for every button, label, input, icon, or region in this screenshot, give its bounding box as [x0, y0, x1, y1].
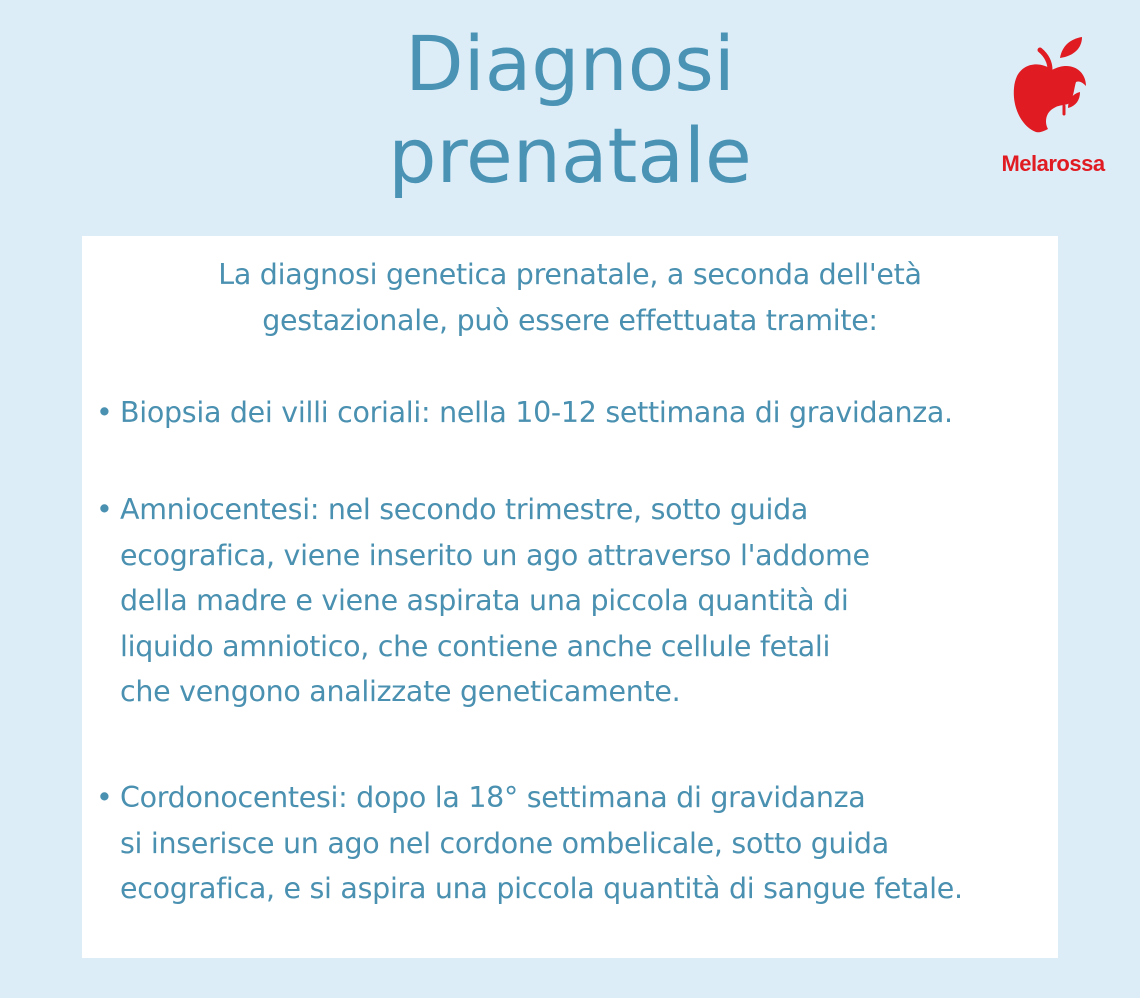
item-text: ecografica, viene inserito un ago attraverso l'addome: [120, 538, 870, 572]
apple-icon: [1010, 36, 1096, 146]
bullet-icon: •: [96, 493, 113, 526]
item-text: Cordonocentesi: dopo la 18° settimana di gravidanza: [120, 781, 866, 814]
title-line-2: prenatale: [388, 111, 752, 200]
page-title: [0, 18, 1140, 202]
list-item-amniocentesi: [96, 487, 870, 715]
list-item-cordonocentesi: [96, 775, 963, 912]
list-item-biopsia: [96, 390, 953, 436]
bullet-icon: •: [96, 396, 113, 429]
title-line-1: Diagnosi: [405, 19, 735, 108]
content-card: [82, 236, 1058, 958]
item-text: che vengono analizzate geneticamente.: [120, 675, 681, 708]
brand-logo: [988, 36, 1118, 181]
intro-text: [82, 252, 1058, 344]
brand-name: Melarossa: [1001, 151, 1105, 176]
item-text: della madre e viene aspirata una piccola quantità di: [120, 584, 849, 617]
item-text: si inserisce un ago nel cordone ombelicale, sotto guida: [120, 826, 889, 860]
item-text: liquido amniotico, che contiene anche cellule fetali: [120, 629, 831, 663]
item-text: Amniocentesi: nel secondo trimestre, sotto guida: [120, 493, 809, 526]
item-text: Biopsia dei villi coriali: nella 10-12 settimana di gravidanza.: [120, 396, 953, 429]
intro-line-1: La diagnosi genetica prenatale, a seconda dell'età: [218, 258, 922, 291]
intro-line-2: gestazionale, può essere effettuata tramite:: [262, 304, 878, 337]
item-text: ecografica, e si aspira una piccola quantità di sangue fetale.: [120, 872, 963, 905]
bullet-icon: •: [96, 781, 113, 814]
